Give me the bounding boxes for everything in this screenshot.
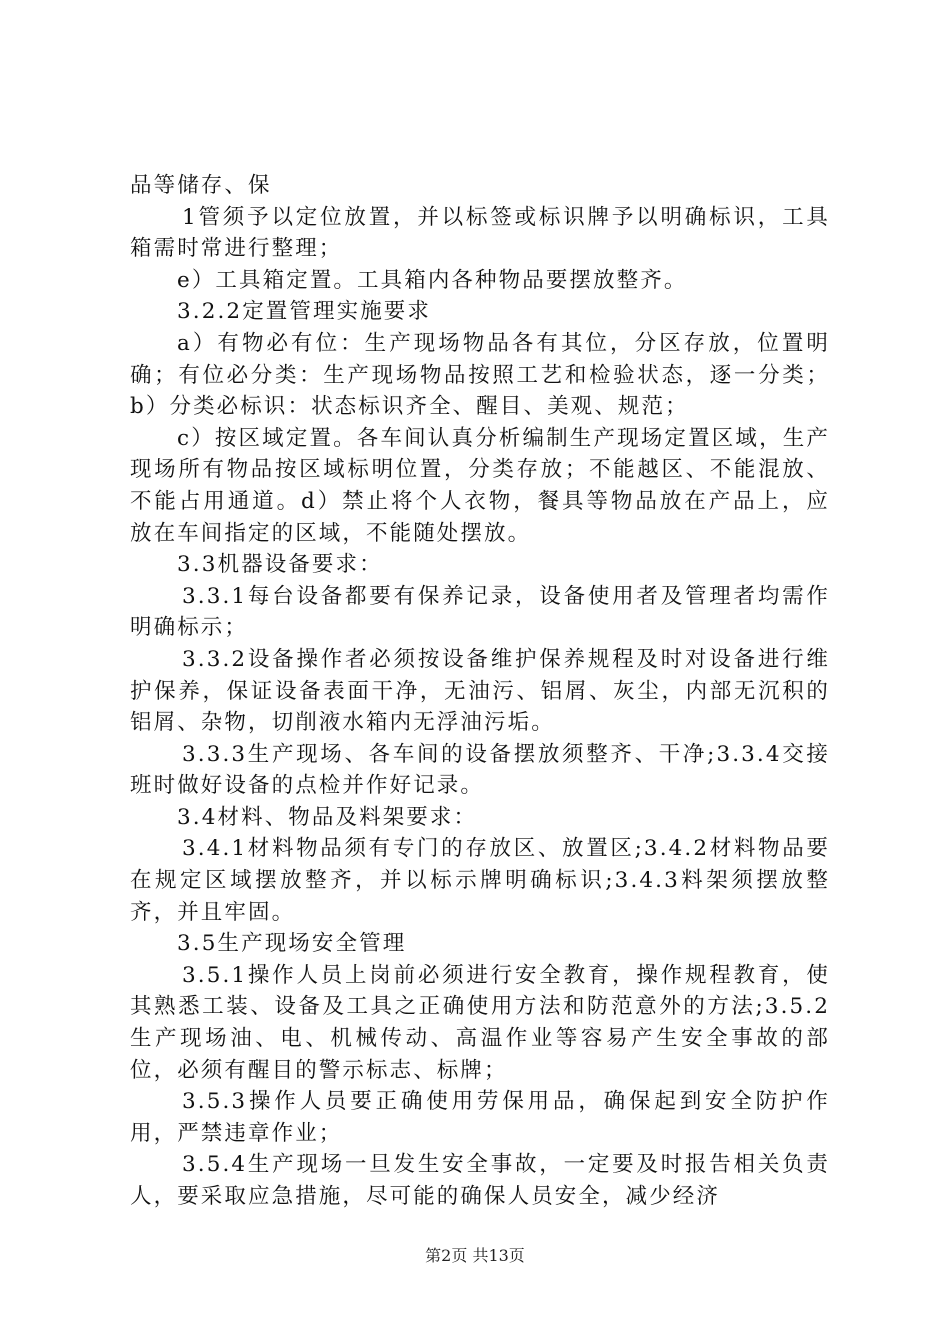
- section-heading: 3.5生产现场安全管理: [177, 931, 407, 957]
- paragraph: 1管须予以定位放置，并以标签或标识牌予以明确标识，工具箱需时常进行整理；: [130, 204, 830, 262]
- section-heading: 3.3机器设备要求：: [177, 552, 383, 578]
- section-heading: 3.4材料、物品及料架要求：: [177, 804, 478, 830]
- paragraph: 3.3.3生产现场、各车间的设备摆放须整齐、干净;3.3.4交接班时做好设备的点检并作好记录。: [130, 741, 830, 799]
- paragraph: 3.5.3操作人员要正确使用劳保用品，确保起到安全防护作用，严禁违章作业；: [130, 1089, 830, 1146]
- paragraph: 品等储存、保: [130, 173, 272, 198]
- paragraph: a）有物必有位：生产现场物品各有其位，分区存放，位置明确；有位必分类：生产现场物品按照工艺和检验状态，逐一分类；b）分类必标识：状态标识齐全、醒目、美观、规范；: [130, 330, 830, 420]
- paragraph: 3.5.1操作人员上岗前必须进行安全教育，操作规程教育，使其熟悉工装、设备及工具之正确使用方法和防范意外的方法;3.5.2生产现场油、电、机械传动、高温作业等容易产生安全事故的部位，必须有醒目的警示标志、标牌；: [130, 962, 830, 1083]
- paragraph: c）按区域定置。各车间认真分析编制生产现场定置区域，生产现场所有物品按区域标明位置，分类存放；不能越区、不能混放、不能占用通道。d）禁止将个人衣物，餐具等物品放在产品上，应放在车间指定的区域，不能随处摆放。: [130, 425, 830, 546]
- paragraph: 3.5.4生产现场一旦发生安全事故，一定要及时报告相关负责人，要采取应急措施，尽可能的确保人员安全，减少经济: [130, 1152, 830, 1209]
- paragraph: 3.4.1材料物品须有专门的存放区、放置区;3.4.2材料物品要在规定区域摆放整齐，并以标示牌明确标识;3.4.3料架须摆放整齐，并且牢固。: [130, 836, 830, 925]
- paragraph: 3.3.1每台设备都要有保养记录，设备使用者及管理者均需作明确标示；: [130, 583, 830, 641]
- page-footer: 第2页 共13页: [425, 1246, 525, 1265]
- paragraph: 3.3.2设备操作者必须按设备维护保养规程及时对设备进行维护保养，保证设备表面干净，无油污、铝屑、灰尘，内部无沉积的铝屑、杂物，切削液水箱内无浮油污垢。: [130, 646, 830, 736]
- document-body: [130, 170, 830, 1213]
- paragraph: e）工具箱定置。工具箱内各种物品要摆放整齐。: [177, 267, 688, 293]
- section-heading: 3.2.2定置管理实施要求: [177, 299, 432, 325]
